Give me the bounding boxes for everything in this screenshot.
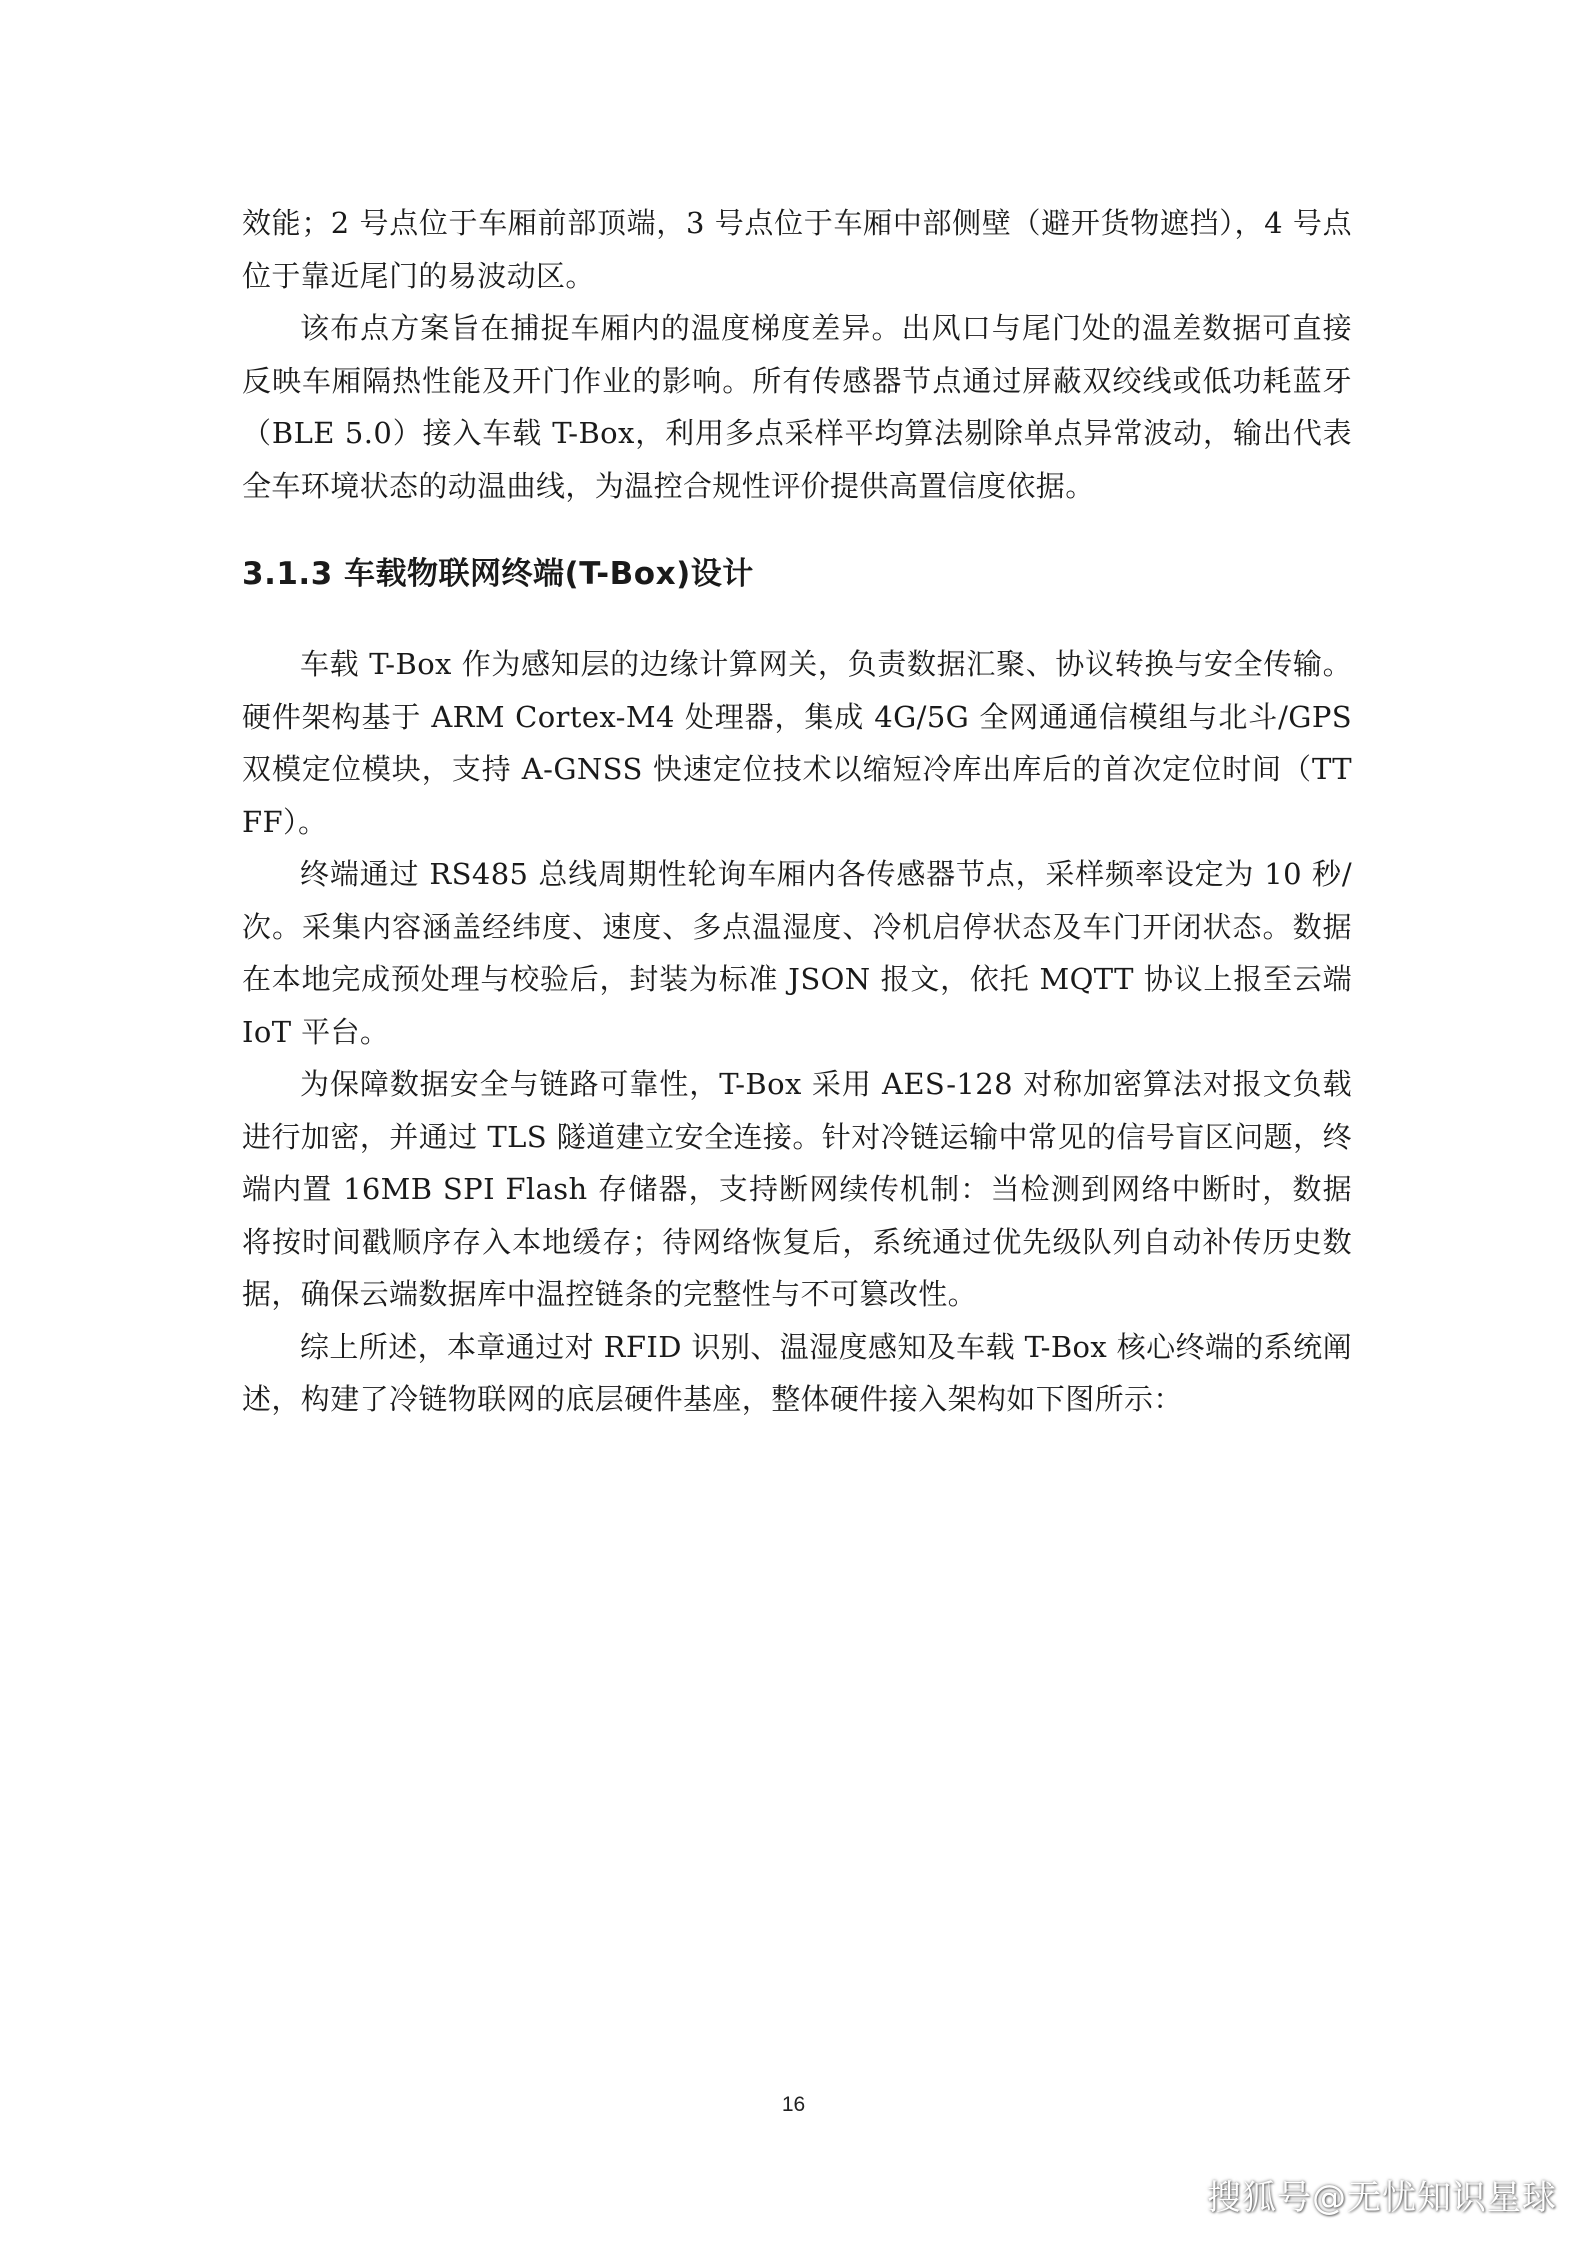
watermark-text: 搜狐号@无忧知识星球 — [1207, 2178, 1557, 2218]
paragraph-tbox-sampling: 终端通过 RS485 总线周期性轮询车厢内各传感器节点，采样频率设定为 10 秒/次。采集内容涵盖经纬度、速度、多点温湿度、冷机启停状态及车门开闭状态。数据在本地完成预处理与校验后，封装为标准 JSON 报文，依托 MQTT 协议上报至云端 IoT 平台。 — [242, 857, 1352, 1049]
paragraph-chapter-summary: 综上所述，本章通过对 RFID 识别、温湿度感知及车载 T-Box 核心终端的系统阐述，构建了冷链物联网的底层硬件基座，整体硬件接入架构如下图所示： — [242, 1329, 1352, 1416]
section-heading: 3.1.3 车载物联网终端(T-Box)设计 — [242, 556, 754, 592]
paragraph-tbox-overview: 车载 T-Box 作为感知层的边缘计算网关，负责数据汇聚、协议转换与安全传输。硬件架构基于 ARM Cortex-M4 处理器，集成 4G/5G 全网通通信模组与北斗/GPS 双模定位模块，支持 A-GNSS 快速定位技术以缩短冷库出库后的首次定位时间（TTFF）。 — [242, 647, 1352, 839]
page-number: 16 — [781, 2093, 806, 2116]
page-content — [242, 197, 1352, 1426]
paragraph-continuation: 效能；2 号点位于车厢前部顶端，3 号点位于车厢中部侧壁（避开货物遮挡），4 号点位于靠近尾门的易波动区。 — [242, 206, 1352, 293]
paragraph-sensor-layout: 该布点方案旨在捕捉车厢内的温度梯度差异。出风口与尾门处的温差数据可直接反映车厢隔热性能及开门作业的影响。所有传感器节点通过屏蔽双绞线或低功耗蓝牙（BLE 5.0）接入车载 T-Box，利用多点采样平均算法剔除单点异常波动，输出代表全车环境状态的动温曲线，为温控合规性评价提供高置信度依据。 — [242, 311, 1352, 503]
paragraph-tbox-security: 为保障数据安全与链路可靠性，T-Box 采用 AES-128 对称加密算法对报文负载进行加密，并通过 TLS 隧道建立安全连接。针对冷链运输中常见的信号盲区问题，终端内置 16MB SPI Flash 存储器，支持断网续传机制：当检测到网络中断时，数据将按时间戳顺序存入本地缓存；待网络恢复后，系统通过优先级队列自动补传历史数据，确保云端数据库中温控链条的完整性与不可篡改性。 — [242, 1067, 1352, 1311]
